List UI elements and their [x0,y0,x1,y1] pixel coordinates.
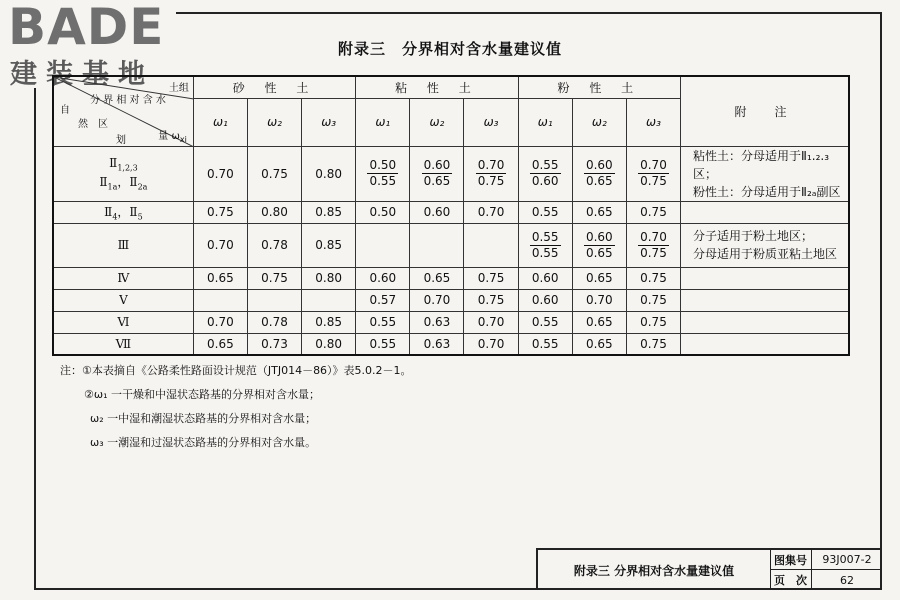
atlas-number: 93J007-2 [812,550,882,570]
value-cell: 0.75 [464,267,518,289]
value-cell: 0.70 [193,146,247,201]
diagonal-header-cell [53,76,193,146]
value-cell: 0.55 [518,333,572,355]
diag-region-label-c: 划 [116,135,126,146]
page-title: 附录三 分界相对含水量建议值 [337,40,562,58]
value-cell: 0.65 [193,267,247,289]
value-cell: 0.78 [247,311,301,333]
omega-header: ω₂ [247,98,301,146]
value-cell: 0.60 [410,201,464,223]
omega-header: ω₂ [572,98,626,146]
value-cell [247,289,301,311]
diag-moisture-label: 分 界 相 对 含 水 [90,95,166,106]
value-cell: 0.60 [356,267,410,289]
region-cell: Ⅴ [53,289,193,311]
value-cell [356,223,410,267]
footnotes [60,359,412,455]
region-cell: Ⅲ [53,223,193,267]
region-cell: $Ⅱ_4$，$Ⅱ_5$ [53,201,193,223]
value-cell: 0.73 [247,333,301,355]
fraction-cell: $\frac{0.60}{0.65}$ [572,146,626,201]
value-cell: 0.55 [356,333,410,355]
fraction-cell: $\frac{0.70}{0.75}$ [464,146,518,201]
value-cell: 0.65 [572,333,626,355]
fraction-cell: $\frac{0.50}{0.55}$ [356,146,410,201]
title-block-name: 附录三 分界相对含水量建议值 [538,550,771,590]
diag-moisture-label-2: 量 $\omega_{xi}$ [158,131,187,144]
note-cell [681,201,849,223]
value-cell: 0.63 [410,333,464,355]
note-cell [681,333,849,355]
sandy-soil-header: 砂 性 土 [193,76,355,98]
omega-header: ω₁ [193,98,247,146]
table-row [53,201,849,223]
value-cell: 0.60 [518,289,572,311]
region-cell: Ⅶ [53,333,193,355]
value-cell: 0.70 [193,223,247,267]
region-cell: Ⅳ [53,267,193,289]
logo-wordmark: BADE [8,0,165,56]
value-cell: 0.55 [518,311,572,333]
footnote: 注：①本表摘自《公路柔性路面设计规范（JTJ014－86）》表5.0.2－1。 [60,364,412,377]
note-cell [681,311,849,333]
value-cell: 0.78 [247,223,301,267]
fraction-cell: $\frac{0.70}{0.75}$ [626,223,680,267]
value-cell: 0.55 [518,201,572,223]
value-cell: 0.70 [464,333,518,355]
value-cell: 0.80 [302,267,356,289]
value-cell: 0.80 [247,201,301,223]
table-row [53,267,849,289]
table-row [53,223,849,267]
page-label: 页 次 [770,570,812,590]
diag-region-label-b: 然 区 [78,119,108,130]
value-cell: 0.85 [302,223,356,267]
clay-soil-header: 粘 性 土 [356,76,518,98]
value-cell: 0.65 [572,267,626,289]
omega-header: ω₃ [626,98,680,146]
moisture-table [52,75,850,356]
value-cell [410,223,464,267]
omega-header: ω₁ [518,98,572,146]
value-cell: 0.60 [518,267,572,289]
fraction-cell: $\frac{0.60}{0.65}$ [410,146,464,201]
value-cell: 0.75 [626,289,680,311]
notes-header: 附 注 [681,76,849,146]
region-cell: Ⅵ [53,311,193,333]
value-cell [193,289,247,311]
fraction-cell: $\frac{0.55}{0.60}$ [518,146,572,201]
value-cell: 0.80 [302,333,356,355]
footnote: ω₂ 一中湿和潮湿状态路基的分界相对含水量； [90,412,317,425]
value-cell: 0.70 [572,289,626,311]
footnote: ②ω₁ 一干燥和中湿状态路基的分界相对含水量； [84,388,320,401]
diag-region-label-a: 自 [60,105,70,116]
title-block [536,548,882,590]
value-cell: 0.65 [193,333,247,355]
value-cell: 0.65 [410,267,464,289]
logo-subtitle: 建装基地 [10,59,154,90]
value-cell: 0.70 [464,201,518,223]
value-cell: 0.57 [356,289,410,311]
table-row [53,311,849,333]
note-cell [681,289,849,311]
note-cell: 粘性土：分母适用于Ⅱ₁.₂.₃区； 粉性土：分母适用于Ⅱ₂ₐ副区 [681,146,849,201]
table-row [53,289,849,311]
diag-soil-group-label: 土组 [168,83,189,94]
note-cell: 分子适用于粉土地区； 分母适用于粉质亚粘土地区 [681,223,849,267]
footnote: ω₃ 一潮湿和过湿状态路基的分界相对含水量。 [90,436,317,449]
value-cell: 0.70 [464,311,518,333]
omega-header: ω₁ [356,98,410,146]
value-cell: 0.75 [626,267,680,289]
silt-soil-header: 粉 性 土 [518,76,680,98]
value-cell [302,289,356,311]
value-cell: 0.75 [464,289,518,311]
omega-header: ω₂ [410,98,464,146]
value-cell: 0.55 [356,311,410,333]
page-number: 62 [840,573,854,587]
value-cell: 0.85 [302,311,356,333]
value-cell: 0.85 [302,201,356,223]
value-cell: 0.75 [247,267,301,289]
omega-header: ω₃ [464,98,518,146]
region-cell: $Ⅱ_{1,2,3}$ $Ⅱ_{1a}$，$Ⅱ_{2a}$ [53,146,193,201]
value-cell: 0.65 [572,311,626,333]
atlas-number-label: 图集号 [770,550,812,570]
value-cell: 0.63 [410,311,464,333]
table-row [53,333,849,355]
value-cell: 0.70 [193,311,247,333]
value-cell: 0.50 [356,201,410,223]
note-cell [681,267,849,289]
value-cell: 0.80 [302,146,356,201]
value-cell: 0.65 [572,201,626,223]
table-row [53,146,849,201]
omega-header: ω₃ [302,98,356,146]
value-cell: 0.75 [626,333,680,355]
value-cell: 0.75 [193,201,247,223]
fraction-cell: $\frac{0.70}{0.75}$ [626,146,680,201]
fraction-cell: $\frac{0.60}{0.65}$ [572,223,626,267]
value-cell [464,223,518,267]
value-cell: 0.70 [410,289,464,311]
value-cell: 0.75 [247,146,301,201]
fraction-cell: $\frac{0.55}{0.55}$ [518,223,572,267]
value-cell: 0.75 [626,201,680,223]
value-cell: 0.75 [626,311,680,333]
